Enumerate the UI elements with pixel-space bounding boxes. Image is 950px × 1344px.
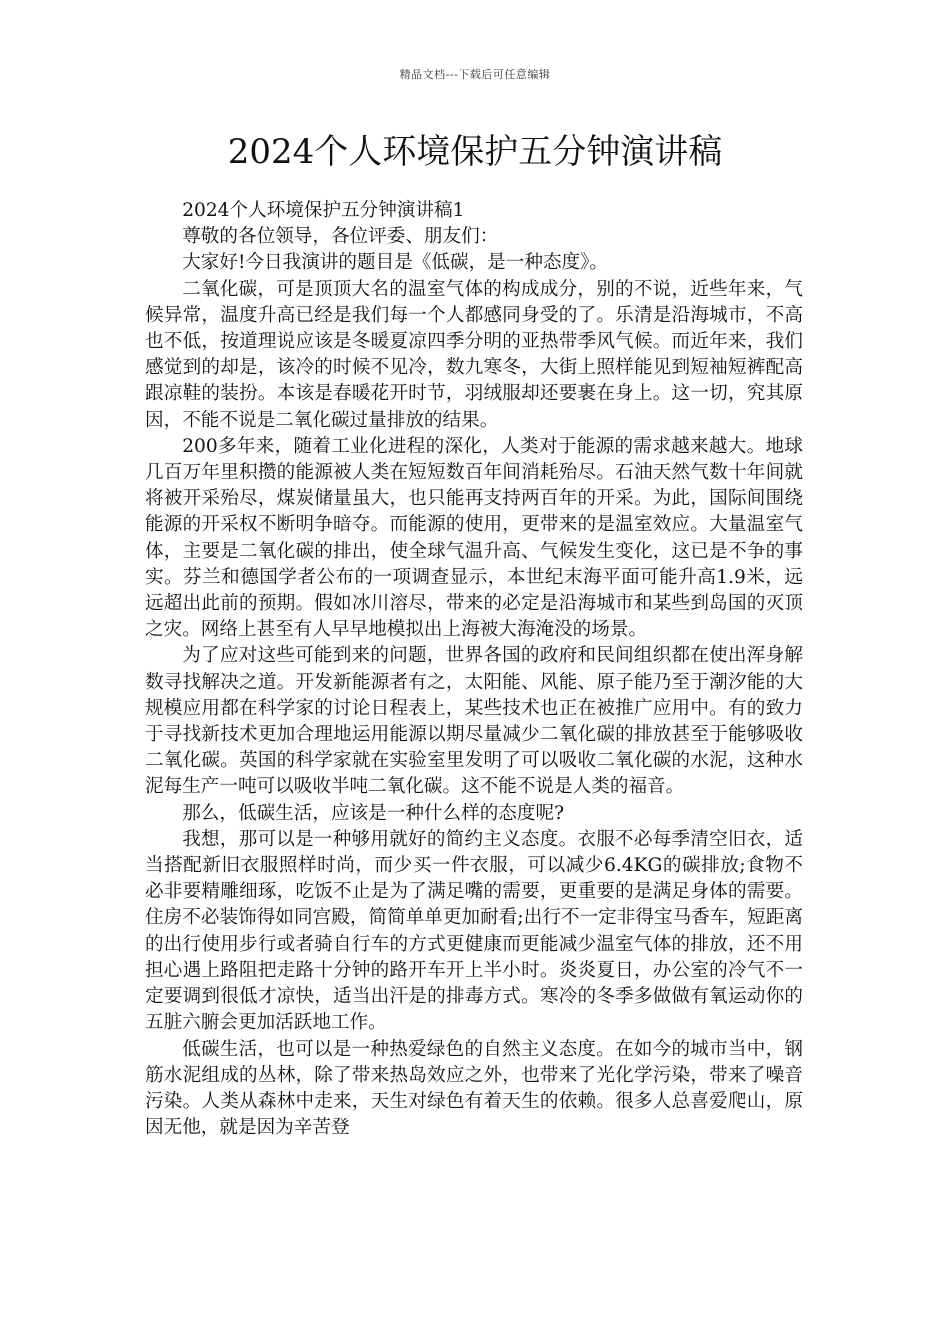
- paragraph-solutions: 为了应对这些可能到来的问题，世界各国的政府和民间组织都在使出浑身解数寻找解决之道。开发新能源者有之，太阳能、风能、原子能乃至于潮汐能的大规模应用都在科学家的讨论日程表上，某些技术也正在被推广应用中。有的致力于寻找新技术更加合理地运用能源以期尽量减少二氧化碳的排放甚至于能够吸收二氧化碳。英国的科学家就在实验室里发明了可以吸收二氧化碳的水泥，这种水泥每生产一吨可以吸收半吨二氧化碳。这不能不说是人类的福音。: [145, 645, 803, 798]
- paragraph-simple-living: 我想，那可以是一种够用就好的简约主义态度。衣服不必每季清空旧衣，适当搭配新旧衣服照样时尚，而少买一件衣服，可以减少6.4KG的碳排放;食物不必非要精雕细琢，吃饭不止是为了满足嘴的需要，更重要的是满足身体的需要。住房不必装饰得如同宫殿，简简单单更加耐看;出行不一定非得宝马香车，短距离的出行使用步行或者骑自行车的方式更健康而更能减少温室气体的排放，还不用担心遇上路阻把走路十分钟的路开车开上半小时。炎炎夏日，办公室的冷气不一定要调到很低才凉快，适当出汗是的排毒方式。寒冷的冬季多做做有氧运动你的五脏六腑会更加活跃地工作。: [145, 828, 803, 1034]
- document-subheading: 2024个人环境保护五分钟演讲稿1: [182, 200, 465, 221]
- page-header-note: 精品文档---下载后可任意编辑: [399, 68, 551, 81]
- document-title: 2024个人环境保护五分钟演讲稿: [227, 132, 723, 172]
- greeting: 大家好!今日我演讲的题目是《低碳，是一种态度》。: [182, 252, 609, 274]
- paragraph-green-living: 低碳生活，也可以是一种热爱绿色的自然主义态度。在如今的城市当中，钢筋水泥组成的丛林，除了带来热岛效应之外，也带来了光化学污染，带来了噪音污染。人类从森林中走来，天生对绿色有着天生的依赖。很多人总喜爱爬山，原因无他，就是因为辛苦登: [145, 1038, 803, 1139]
- paragraph-question: 那么，低碳生活，应该是一种什么样的态度呢?: [182, 802, 565, 824]
- paragraph-co2: 二氧化碳，可是顶顶大名的温室气体的构成成分，别的不说，近些年来，气候异常，温度升高已经是我们每一个人都感同身受的了。乐清是沿海城市，不高也不低，按道理说应该是冬暖夏凉四季分明的亚热带季风气候。而近年来，我们感觉到的却是，该冷的时候不见冷，数九寒冬，大街上照样能见到短袖短裤配高跟凉鞋的装扮。本该是春暖花开时节，羽绒服却还要裹在身上。这一切，究其原因，不能不说是二氧化碳过量排放的结果。: [145, 278, 803, 431]
- paragraph-energy: 200多年来，随着工业化进程的深化，人类对于能源的需求越来越大。地球几百万年里积攒的能源被人类在短短数百年间消耗殆尽。石油天然气数十年间就将被开采殆尽，煤炭储量虽大，也只能再支持两百年的开采。为此，国际间围绕能源的开采权不断明争暗夺。而能源的使用，更带来的是温室效应。大量温室气体，主要是二氧化碳的排出，使全球气温升高、气候发生变化，这已是不争的事实。芬兰和德国学者公布的一项调查显示，本世纪末海平面可能升高1.9米，远远超出此前的预期。假如冰川溶尽，带来的必定是沿海城市和某些到岛国的灭顶之灾。网络上甚至有人早早地模拟出上海被大海淹没的场景。: [145, 435, 803, 641]
- document-body: [145, 198, 803, 1141]
- salutation: 尊敬的各位领导，各位评委、朋友们：: [182, 226, 499, 248]
